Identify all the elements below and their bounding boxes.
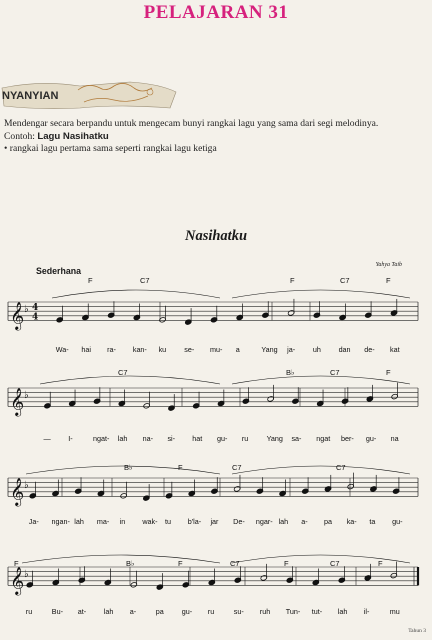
chord-symbol: C7 <box>330 368 340 377</box>
lyric-syllable: na- <box>142 434 154 443</box>
lyric-syllable: a <box>235 345 240 354</box>
lyric-syllable: ngat <box>316 434 331 443</box>
phrase-slur <box>22 555 220 563</box>
phrase-slur <box>232 290 410 298</box>
phrase-slur <box>26 466 220 474</box>
lyric-syllable: hai <box>81 345 92 354</box>
composer-credit: Yahya Taib <box>375 262 402 268</box>
phrase-slur <box>232 376 410 384</box>
chord-symbol: C7 <box>232 463 242 472</box>
lyric-syllable: kat <box>390 345 400 354</box>
time-signature-bottom: 4 <box>32 312 39 323</box>
phrase-slur <box>232 466 410 474</box>
instruction-line-3: • rangkai lagu pertama sama seperti rangkai lagu ketiga <box>4 143 217 154</box>
lyric-syllable: ru <box>207 607 215 616</box>
lyric-syllable: lah <box>337 607 348 616</box>
lyric-syllable: sa- <box>291 434 302 443</box>
lyric-syllable: de- <box>364 345 375 354</box>
lyric-syllable: wak- <box>142 517 158 526</box>
lyric-syllable: lah <box>74 517 84 526</box>
lyric-syllable: tu <box>165 517 172 526</box>
chord-symbol: F <box>88 276 93 285</box>
lyric-syllable: De- <box>233 517 245 526</box>
chord-symbol: F <box>284 559 289 568</box>
lyric-syllable: Ja- <box>28 517 39 526</box>
lyric-syllable: kan- <box>132 345 147 354</box>
lyric-syllable: na <box>390 434 399 443</box>
lyric-syllable: ma- <box>96 517 110 526</box>
lyric-syllable: su- <box>233 607 244 616</box>
lyric-syllable: ngan- <box>51 517 70 526</box>
lyric-syllable: in <box>119 517 126 526</box>
lyric-syllable: dan <box>338 345 351 354</box>
lyric-syllable: gu- <box>365 434 377 443</box>
lyric-syllable: ruh <box>259 607 271 616</box>
tempo-marking: Sederhana <box>36 266 81 276</box>
chord-symbol: C7 <box>118 368 128 377</box>
lyric-syllable: at- <box>77 607 87 616</box>
treble-clef-icon: 𝄞 <box>10 387 25 416</box>
chord-symbol: F <box>178 559 183 568</box>
chord-symbol: C7 <box>340 276 350 285</box>
lyric-syllable: ja- <box>287 345 296 354</box>
lyric-syllable: b'la- <box>187 517 202 526</box>
treble-clef-icon: 𝄞 <box>10 301 25 330</box>
lyric-syllable: lah <box>103 607 114 616</box>
lyric-syllable: si- <box>167 434 176 443</box>
lyric-syllable: ngat- <box>93 434 110 443</box>
lyric-syllable: I- <box>68 434 73 443</box>
lyric-syllable: a- <box>129 607 137 616</box>
lyric-syllable: gu- <box>181 607 193 616</box>
lyric-syllable: ta <box>369 517 376 526</box>
lyric-syllable: pa <box>155 607 164 616</box>
chord-symbol: B♭ <box>126 559 135 568</box>
chord-symbol: F <box>386 276 391 285</box>
chord-symbol: C7 <box>336 463 346 472</box>
lyric-syllable: jar <box>210 517 219 526</box>
lyric-syllable: mu <box>389 607 400 616</box>
lyric-syllable: se- <box>184 345 195 354</box>
lyric-syllable: ru <box>241 434 249 443</box>
lyric-syllable: il- <box>363 607 370 616</box>
chord-symbol: C7 <box>140 276 150 285</box>
treble-clef-icon: 𝄞 <box>10 566 25 595</box>
lyric-syllable: ru <box>25 607 33 616</box>
flat-sign-icon: ♭ <box>24 480 29 492</box>
lyric-syllable: ngar- <box>255 517 273 526</box>
treble-clef-icon: 𝄞 <box>10 477 25 506</box>
flat-sign-icon: ♭ <box>24 569 29 581</box>
chord-symbol: F <box>386 368 391 377</box>
page-title: PELAJARAN 31 <box>143 2 289 23</box>
lyric-syllable: ku <box>158 345 167 354</box>
chord-symbol: B♭ <box>124 463 133 472</box>
lyric-syllable: pa <box>323 517 332 526</box>
flat-sign-icon: ♭ <box>24 304 29 316</box>
lyric-syllable: Wa- <box>55 345 69 354</box>
phrase-slur <box>232 555 410 563</box>
time-signature-top: 4 <box>32 303 39 314</box>
lyric-syllable: tut- <box>311 607 323 616</box>
chord-symbol: C7 <box>230 559 240 568</box>
lyric-syllable: gu- <box>392 517 403 526</box>
lyric-syllable: lah <box>117 434 128 443</box>
song-title: Nasihatku <box>184 228 248 244</box>
chord-symbol: F <box>290 276 295 285</box>
section-label: NYANYIAN <box>2 90 59 102</box>
lyric-syllable: hat <box>192 434 203 443</box>
lyric-syllable: ra- <box>107 345 116 354</box>
page-footer: Tahun 3 <box>408 628 426 634</box>
phrase-slur <box>40 376 220 384</box>
chord-symbol: F <box>178 463 183 472</box>
chord-symbol: F <box>14 559 19 568</box>
lyric-syllable: — <box>43 434 51 443</box>
flat-sign-icon: ♭ <box>24 390 29 402</box>
lyric-syllable: uh <box>312 345 321 354</box>
lyric-syllable: gu- <box>217 434 228 443</box>
lyric-syllable: Yang <box>266 434 283 443</box>
lyric-syllable: Bu- <box>51 607 63 616</box>
instruction-line-1: Mendengar secara berpandu untuk mengecam bunyi rangkai lagu yang sama dari segi melodinya. <box>4 118 379 129</box>
chord-symbol: B♭ <box>286 368 295 377</box>
lyric-syllable: a- <box>301 517 308 526</box>
lyric-syllable: ber- <box>341 434 354 443</box>
chord-symbol: C7 <box>330 559 340 568</box>
example-title: Lagu Nasihatku <box>37 130 109 142</box>
phrase-slur <box>52 290 220 298</box>
lyric-syllable: Yang <box>261 345 278 354</box>
lyric-syllable: mu- <box>210 345 223 354</box>
chord-symbol: F <box>378 559 383 568</box>
lyric-syllable: ka- <box>346 517 357 526</box>
example-prefix: Contoh: <box>4 130 35 142</box>
lyric-syllable: Tun- <box>285 607 301 616</box>
lyric-syllable: lah <box>278 517 289 526</box>
